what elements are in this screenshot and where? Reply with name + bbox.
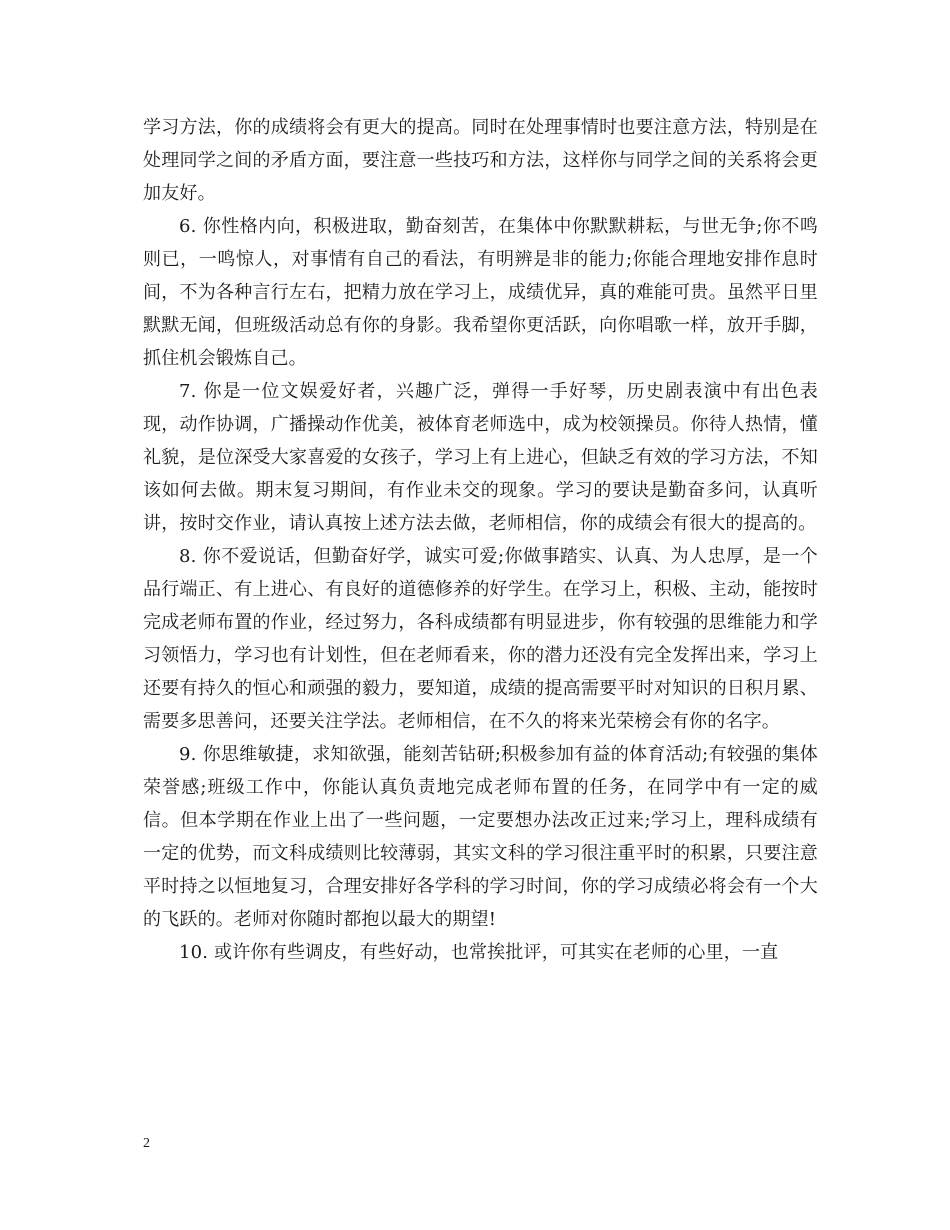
paragraph-item-9: 9. 你思维敏捷，求知欲强，能刻苦钻研;积极参加有益的体育活动;有较强的集体荣誉感;班级工作中，你能认真负责地完成老师布置的任务，在同学中有一定的威信。但本学期在作业上出了一些问题，一定要想办法改正过来;学习上，理科成绩有一定的优势，而文科成绩则比较薄弱，其实文科的学习很注重平时的积累，只要注意平时持之以恒地复习，合理安排好各学科的学习时间，你的学习成绩必将会有一个大的飞跃的。老师对你随时都抱以最大的期望! [143,744,818,930]
page-number: 2 [143,1136,150,1151]
paragraph-item-8: 8. 你不爱说话，但勤奋好学，诚实可爱;你做事踏实、认真、为人忠厚，是一个品行端正、有上进心、有良好的道德修养的好学生。在学习上，积极、主动，能按时完成老师布置的作业，经过努力，各科成绩都有明显进步，你有较强的思维能力和学习领悟力，学习也有计划性，但在老师看来，你的潜力还没有完全发挥出来，学习上还要有持久的恒心和顽强的毅力，要知道，成绩的提高需要平时对知识的日积月累、需要多思善问，还要关注学法。老师相信，在不久的将来光荣榜会有你的名字。 [143,546,818,732]
paragraph-item-10: 10. 或许你有些调皮，有些好动，也常挨批评，可其实在老师的心里，一直 [179,942,779,963]
paragraph-continuation: 学习方法，你的成绩将会有更大的提高。同时在处理事情时也要注意方法，特别是在处理同学之间的矛盾方面，要注意一些技巧和方法，这样你与同学之间的关系将会更加友好。 [143,117,818,204]
paragraph-item-7: 7. 你是一位文娱爱好者，兴趣广泛，弹得一手好琴，历史剧表演中有出色表现，动作协调，广播操动作优美，被体育老师选中，成为校领操员。你待人热情，懂礼貌，是位深受大家喜爱的女孩子，学习上有上进心，但缺乏有效的学习方法，不知该如何去做。期末复习期间，有作业未交的现象。学习的要诀是勤奋多问，认真听讲，按时交作业，请认真按上述方法去做，老师相信，你的成绩会有很大的提高的。 [143,381,818,534]
document-body [143,111,818,969]
paragraph-item-6: 6. 你性格内向，积极进取，勤奋刻苦，在集体中你默默耕耘，与世无争;你不鸣则已，一鸣惊人，对事情有自己的看法，有明辨是非的能力;你能合理地安排作息时间，不为各种言行左右，把精力放在学习上，成绩优异，真的难能可贵。虽然平日里默默无闻，但班级活动总有你的身影。我希望你更活跃，向你唱歌一样，放开手脚，抓住机会锻炼自己。 [143,216,818,369]
